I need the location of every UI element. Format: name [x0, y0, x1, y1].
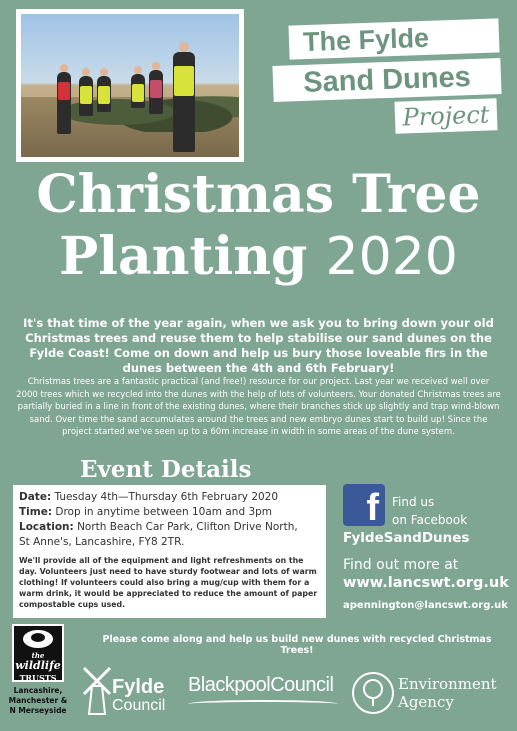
title-line-2 — [0, 226, 517, 288]
logo-line-2: Sand Dunes — [272, 58, 501, 102]
wt-line-2: wildlife — [15, 659, 61, 672]
wildlife-trust-wordmark — [14, 652, 62, 684]
find-out-more: Find out more at — [343, 557, 459, 573]
volunteers-photo — [16, 9, 244, 162]
facebook-label-line-2: on Facebook — [392, 513, 468, 527]
date-label: Date: — [19, 491, 52, 503]
event-note: We'll provide all of the equipment and light refreshments on the day. Volunteers just need to have sturdy footwear and lots of warm clothing! If volunteers could also bring a mug/cup with them for a warm drink, it would be appreciated to reduce the amount of paper compostable cups used. — [19, 556, 318, 609]
logo-line-1: The Fylde — [288, 18, 499, 59]
title-planting: Planting — [59, 226, 308, 287]
wildlife-trust-logo — [12, 624, 64, 682]
call-to-action: Please come along and help us build new dunes with recycled Christmas Trees! — [102, 634, 492, 656]
facebook-label — [392, 493, 467, 529]
wt-line-1: the — [31, 651, 45, 660]
email-link[interactable]: apennington@lancswt.org.uk — [343, 600, 508, 611]
volunteer-figure — [173, 52, 195, 152]
fylde-council-logo — [80, 664, 185, 722]
volunteer-figure — [79, 76, 93, 116]
intro-paragraph: It's that time of the year again, when we ask you to bring down your old Christmas trees and reuse them to help stabilise our sand dunes on the Fylde Coast! Come on down and help us bury those loveable firs in the dunes between the 4th and 6th February! — [23, 316, 494, 375]
wildlife-trust-caption: Lancashire, Manchester & N Merseyside — [8, 686, 68, 715]
event-details-box — [13, 485, 326, 618]
tree-roundel-icon — [352, 672, 394, 714]
volunteer-figure — [131, 74, 145, 108]
page-title — [0, 164, 517, 288]
facebook-icon[interactable]: f — [343, 484, 385, 526]
event-date — [19, 490, 320, 505]
ea-line-2: Agency — [398, 693, 454, 711]
facebook-handle[interactable]: FyldeSandDunes — [343, 530, 470, 546]
volunteer-figure — [57, 72, 71, 134]
date-value: Tuesday 4th—Thursday 6th February 2020 — [54, 491, 279, 503]
photo-scene — [21, 14, 239, 157]
wt-line-3: TRUSTS — [19, 673, 57, 683]
blackpool-council-logo: BlackpoolCouncil — [188, 674, 334, 696]
event-location-line-2: St Anne's, Lancashire, FY8 2TR. — [19, 536, 185, 548]
ea-line-1: Environment — [398, 675, 497, 693]
event-location — [19, 520, 320, 535]
logo-line-3: Project — [394, 98, 497, 134]
sand-dunes-project-logo — [273, 18, 501, 138]
title-line-1: Christmas Tree — [36, 164, 481, 225]
website-link[interactable]: www.lancswt.org.uk — [343, 575, 509, 591]
event-time — [19, 505, 320, 520]
volunteer-figure — [149, 70, 163, 114]
location-value: North Beach Car Park, Clifton Drive North, — [77, 521, 298, 533]
fylde-name: Fylde — [112, 676, 165, 698]
wildlife-trust-badger-icon — [23, 630, 53, 648]
location-label: Location: — [19, 521, 74, 533]
environment-agency-logo — [398, 675, 497, 711]
facebook-label-line-1: Find us — [392, 495, 435, 509]
time-label: Time: — [19, 506, 53, 518]
fylde-council-text: Council — [112, 697, 166, 714]
body-paragraph: Christmas trees are a fantastic practical (and free!) resource for our project. Last year we received well over 2000 trees which we recycled into the dunes with the help of lots of volunteers. Your donated Christmas trees are partially buried in a line in front of the existing dunes, where their branches stick up slightly and trap wind-blown sand. Over time the sand accumulates around the trees and new embryo dunes start to build up! Since the project started we've seen up to a 60m increase in width in some areas of the dune system. — [16, 377, 501, 437]
blackpool-swoosh — [188, 700, 338, 708]
time-value: Drop in anytime between 10am and 3pm — [55, 506, 273, 518]
windmill-icon — [80, 664, 114, 716]
tree-roundel-drawing — [354, 674, 392, 712]
event-details-heading: Event Details — [80, 456, 252, 483]
volunteer-figure — [97, 76, 111, 112]
title-year: 2020 — [325, 227, 458, 287]
